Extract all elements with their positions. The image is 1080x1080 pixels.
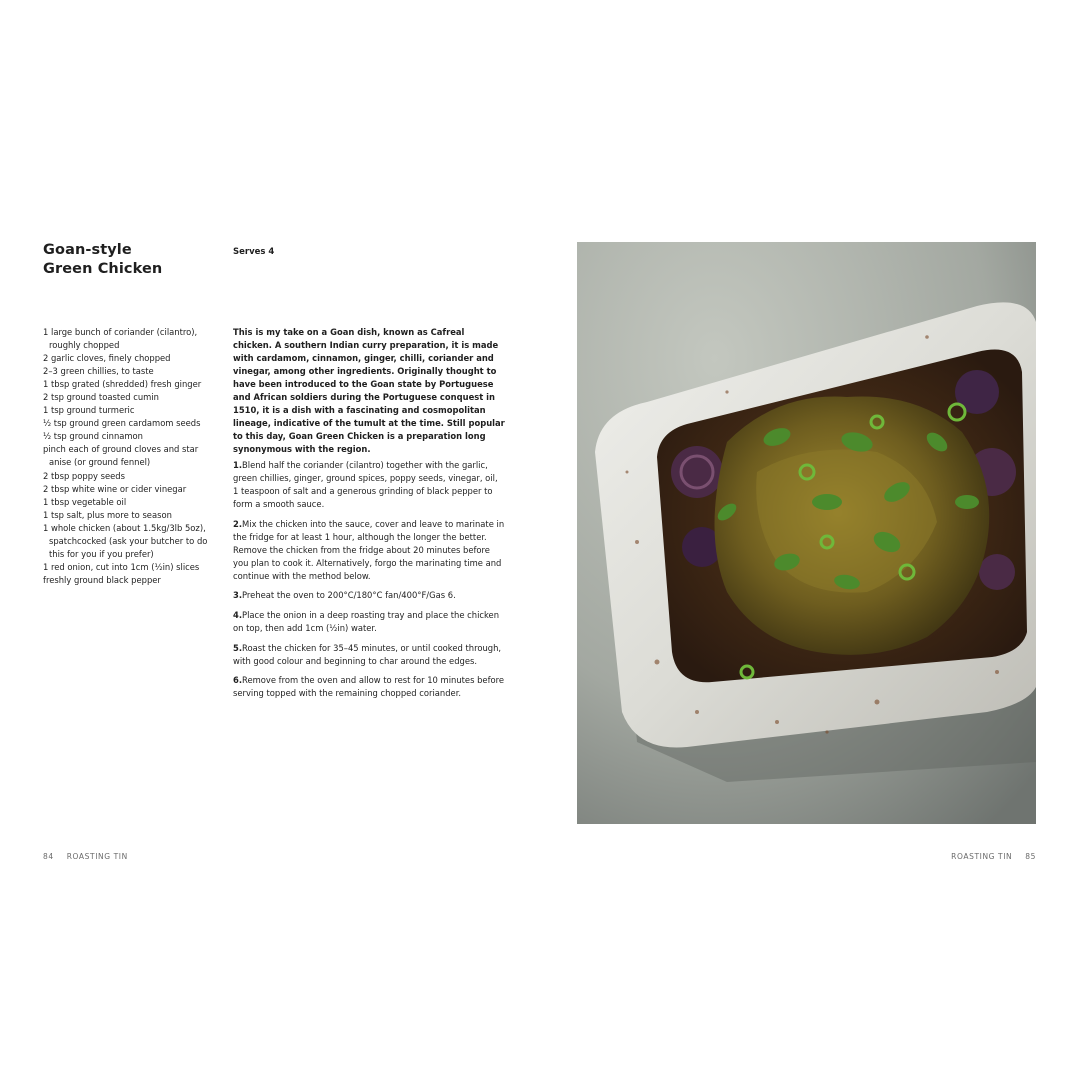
ingredient-item: 2 garlic cloves, finely chopped — [43, 353, 171, 364]
page-number-left: 84 — [43, 852, 54, 861]
ingredient-item: 1 red onion, cut into 1cm (½in) slices — [43, 561, 200, 572]
ingredients-list — [43, 326, 221, 587]
step-number: 1. — [233, 460, 243, 470]
step-text: Blend half the coriander (cilantro) together with the garlic, green chillies, ginger, ground spices, poppy seeds, vinegar, oil, 1 teaspoon of salt and a generous grinding of black pepper to form a smooth sauce. — [233, 460, 498, 510]
ingredient-item: 1 tsp salt, plus more to season — [43, 509, 172, 520]
step-text: Mix the chicken into the sauce, cover and leave to marinate in the fridge for at least 1 hour, although the longer the better. Remove the chicken from the fridge about 20 minutes before you plan to cook it. Alternatively, forgo the marinating time and continue with the method below. — [233, 518, 505, 581]
page-number-right: 85 — [1025, 852, 1036, 861]
ingredient-item: 2 tbsp poppy seeds — [43, 470, 125, 481]
recipe-photo — [577, 242, 1036, 824]
ingredient-item: 1 tbsp vegetable oil — [43, 496, 127, 507]
ingredient-item: ½ tsp ground green cardamom seeds — [43, 418, 201, 429]
ingredient-item: 2 tbsp white wine or cider vinegar — [43, 483, 187, 494]
ingredient-item: 1 tsp ground turmeric — [43, 405, 135, 416]
section-name-left: ROASTING TIN — [66, 852, 128, 861]
method-step — [233, 642, 505, 668]
method-step — [233, 674, 505, 700]
recipe-title — [43, 241, 213, 279]
ingredient-item: ½ tsp ground cinnamon — [43, 431, 143, 442]
method-step — [233, 459, 505, 511]
footer-right — [951, 852, 1036, 861]
method-steps — [233, 459, 505, 707]
recipe-title-line-2: Green Chicken — [43, 261, 163, 277]
recipe-title-line-1: Goan-style — [43, 242, 132, 258]
ingredient-item: freshly ground black pepper — [43, 574, 161, 585]
step-text: Remove from the oven and allow to rest for 10 minutes before serving topped with the remaining chopped coriander. — [233, 675, 505, 699]
ingredient-item: 1 large bunch of coriander (cilantro), roughly chopped — [43, 327, 198, 351]
ingredient-item: 1 whole chicken (about 1.5kg/3lb 5oz), spatchcocked (ask your butcher to do this for you if you prefer) — [43, 522, 208, 559]
step-number: 5. — [233, 642, 243, 653]
method-step — [233, 609, 505, 635]
step-text: Place the onion in a deep roasting tray and place the chicken on top, then add 1cm (½in) water. — [233, 609, 500, 634]
step-text: Roast the chicken for 35–45 minutes, or until cooked through, with good colour and beginning to char around the edges. — [233, 642, 502, 666]
step-text: Preheat the oven to 200°C/180°C fan/400°F/Gas 6. — [242, 590, 456, 601]
footer-left — [43, 852, 128, 861]
step-number: 4. — [233, 609, 243, 620]
serves-label: Serves 4 — [233, 247, 275, 257]
photo-illustration — [577, 242, 1036, 824]
step-number: 2. — [233, 518, 243, 529]
ingredient-item: 2 tsp ground toasted cumin — [43, 392, 159, 403]
recipe-intro: This is my take on a Goan dish, known as Cafreal chicken. A southern Indian curry preparation, it is made with cardamom, cinnamon, ginger, chilli, coriander and vinegar, among other ingredients. Originally thought to have been introduced to the Goan state by Portuguese and African soldiers during the Portuguese conquest in 1510, it is a dish with a fascinating and cosmopolitan lineage, indicative of the tumult at the time. Still popular to this day, Goan Green Chicken is a preparation long synonymous with the region. — [233, 327, 505, 455]
method-step — [233, 518, 505, 583]
method-step — [233, 589, 505, 602]
ingredient-item: 2–3 green chillies, to taste — [43, 366, 154, 377]
ingredient-item: pinch each of ground cloves and star anise (or ground fennel) — [43, 444, 199, 468]
step-number: 6. — [233, 675, 243, 686]
step-number: 3. — [233, 590, 243, 601]
section-name-right: ROASTING TIN — [951, 852, 1013, 861]
ingredient-item: 1 tbsp grated (shredded) fresh ginger — [43, 379, 202, 390]
